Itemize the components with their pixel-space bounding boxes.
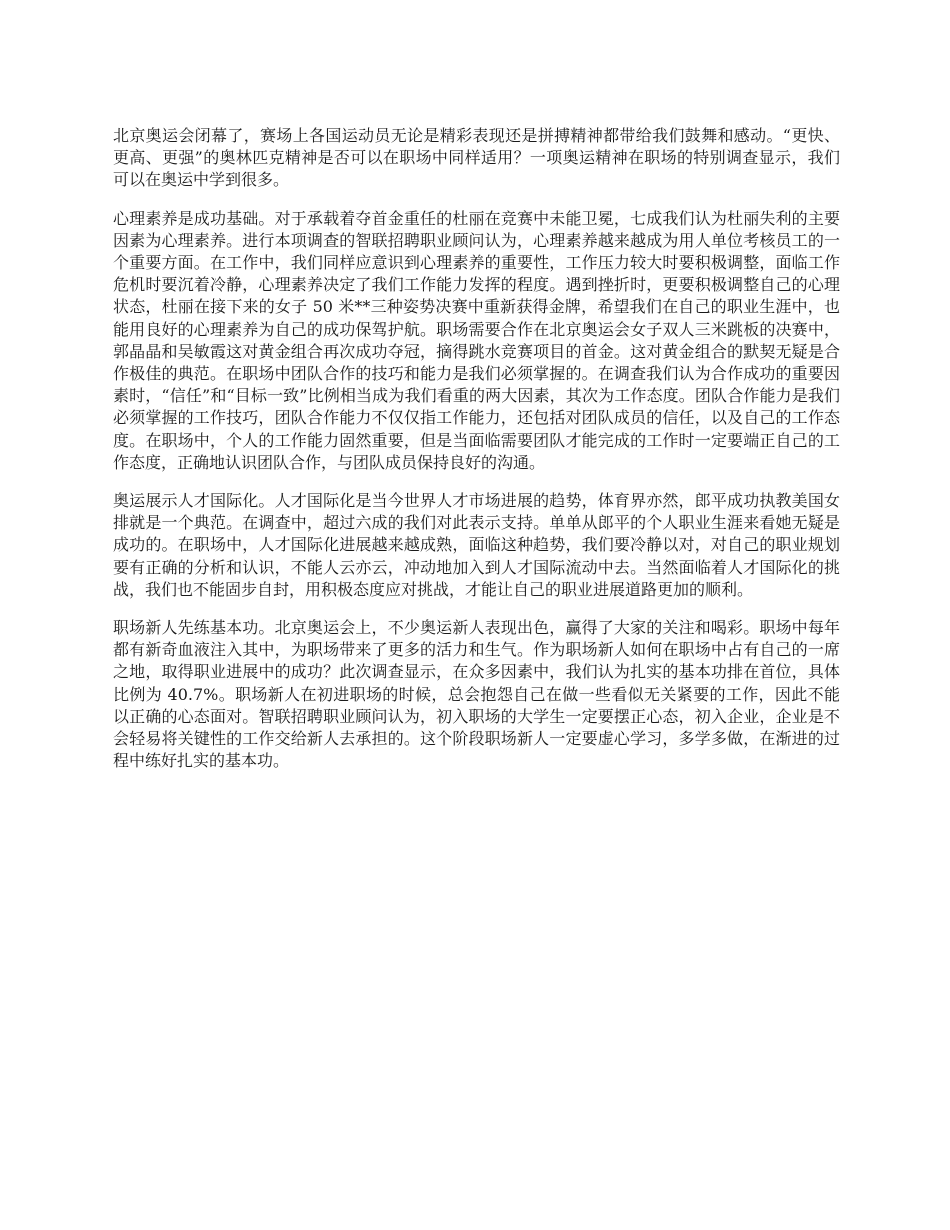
paragraph-newcomer-basics: 职场新人先练基本功。北京奥运会上，不少奥运新人表现出色，赢得了大家的关注和喝彩。职场中每年都有新奇血液注入其中，为职场带来了更多的活力和生气。作为职场新人如何在职场中占有自己的一席之地，取得职业进展中的成功？此次调查显示，在众多因素中，我们认为扎实的基本功排在首位，具体比例为 40.7%。职场新人在初进职场的时候，总会抱怨自己在做一些看似无关紧要的工作，因此不能以正确的心态面对。智联招聘职业顾问认为，初入职场的大学生一定要摆正心态，初入企业，企业是不会轻易将关键性的工作交给新人去承担的。这个阶段职场新人一定要虚心学习，多学多做，在渐进的过程中练好扎实的基本功。 — [113, 618, 840, 771]
document-body — [113, 125, 840, 788]
paragraph-mental-quality: 心理素养是成功基础。对于承载着夺首金重任的杜丽在竞赛中未能卫冕，七成我们认为杜丽失利的主要因素为心理素养。进行本项调查的智联招聘职业顾问认为，心理素养越来越成为用人单位考核员工的一个重要方面。在工作中，我们同样应意识到心理素养的重要性，工作压力较大时要积极调整，面临工作危机时要沉着冷静，心理素养决定了我们工作能力发挥的程度。遇到挫折时，更要积极调整自己的心理状态，杜丽在接下来的女子 50 米**三种姿势决赛中重新获得金牌，希望我们在自己的职业生涯中，也能用良好的心理素养为自己的成功保驾护航。职场需要合作在北京奥运会女子双人三米跳板的决赛中，郭晶晶和吴敏霞这对黄金组合再次成功夺冠，摘得跳水竞赛项目的首金。这对黄金组合的默契无疑是合作极佳的典范。在职场中团队合作的技巧和能力是我们必须掌握的。在调查我们认为合作成功的重要因素时，“信任”和“目标一致”比例相当成为我们看重的两大因素，其次为工作态度。团队合作能力是我们必须掌握的工作技巧，团队合作能力不仅仅指工作能力，还包括对团队成员的信任，以及自己的工作态度。在职场中，个人的工作能力固然重要，但是当面临需要团队才能完成的工作时一定要端正自己的工作态度，正确地认识团队合作，与团队成员保持良好的沟通。 — [113, 208, 840, 472]
paragraph-talent-internationalization: 奥运展示人才国际化。人才国际化是当今世界人才市场进展的趋势，体育界亦然，郎平成功执教美国女排就是一个典范。在调查中，超过六成的我们对此表示支持。单单从郎平的个人职业生涯来看她无疑是成功的。在职场中，人才国际化进展越来越成熟，面临这种趋势，我们要冷静以对，对自己的职业规划要有正确的分析和认识，不能人云亦云，冲动地加入到人才国际流动中去。当然面临着人才国际化的挑战，我们也不能固步自封，用积极态度应对挑战，才能让自己的职业进展道路更加的顺利。 — [113, 491, 840, 599]
paragraph-intro: 北京奥运会闭幕了，赛场上各国运动员无论是精彩表现还是拼搏精神都带给我们鼓舞和感动。“更快、更高、更强”的奥林匹克精神是否可以在职场中同样适用？一项奥运精神在职场的特别调查显示，我们可以在奥运中学到很多。 — [113, 126, 840, 190]
